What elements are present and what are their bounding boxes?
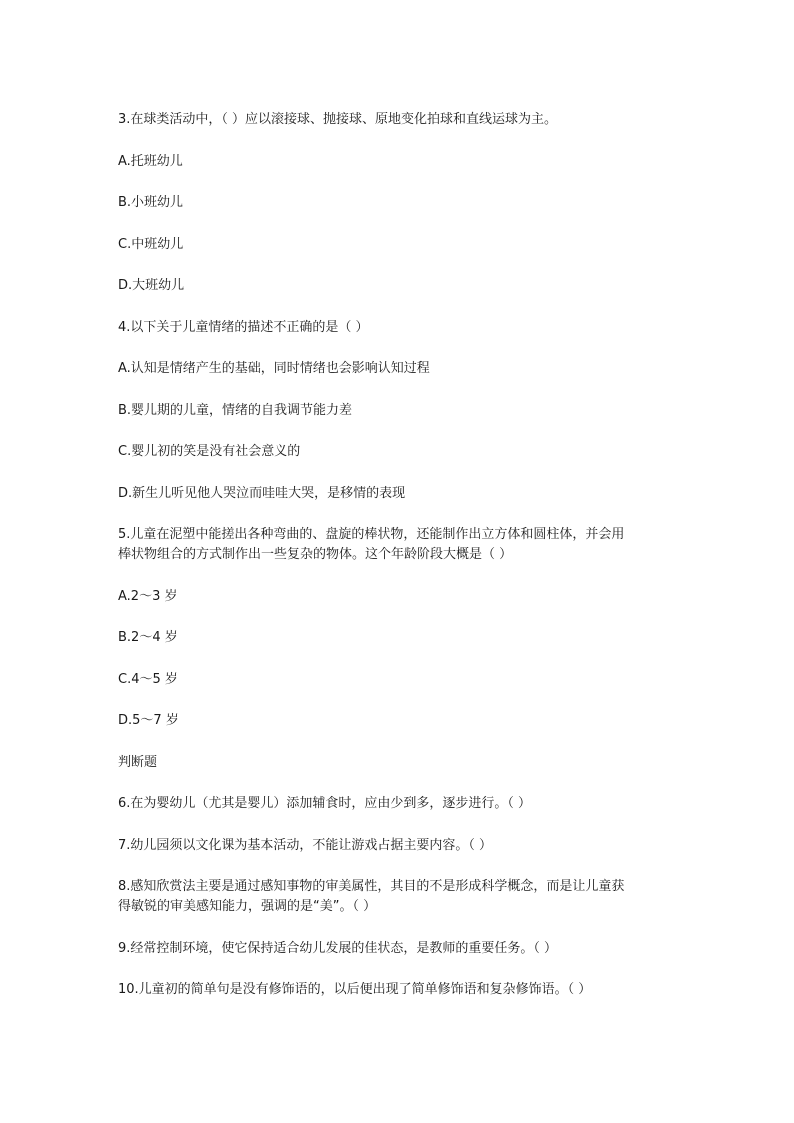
judgment-6: 6.在为婴幼儿（尤其是婴儿）添加辅食时，应由少到多，逐步进行。（ ）: [118, 796, 532, 811]
section-title: 判断题: [118, 754, 158, 770]
question-4-option-d: D.新生儿听见他人哭泣而哇哇大哭，是移情的表现: [118, 485, 406, 501]
question-3-option-a: A.托班幼儿: [118, 153, 183, 169]
question-4-option-b: B.婴儿期的儿童，情绪的自我调节能力差: [118, 402, 353, 418]
question-4-stem: 4.以下关于儿童情绪的描述不正确的是（ ）: [118, 319, 369, 335]
question-3-option-b: B.小班幼儿: [118, 195, 184, 210]
question-5-stem-line-1: 5.儿童在泥塑中能搓出各种弯曲的、盘旋的棒状物，还能制作出立方体和圆柱体，并会用: [118, 527, 625, 542]
question-4-option-c: C.婴儿初的笑是没有社会意义的: [118, 444, 301, 459]
question-3-option-c: C.中班幼儿: [118, 236, 184, 252]
question-5-option-c: C.4～5 岁: [118, 671, 178, 687]
judgment-8-line-2: 得敏锐的审美感知能力，强调的是“美”。（ ）: [118, 899, 377, 914]
question-5-stem-line-2: 棒状物组合的方式制作出一些复杂的物体。这个年龄阶段大概是（ ）: [118, 547, 513, 562]
question-3-option-d: D.大班幼儿: [118, 278, 185, 293]
judgment-8-line-1: 8.感知欣赏法主要是通过感知事物的审美属性，其目的不是形成科学概念，而是让儿童获: [118, 879, 625, 894]
question-5-option-d: D.5～7 岁: [118, 713, 179, 728]
judgment-9: 9.经常控制环境，使它保持适合幼儿发展的佳状态，是教师的重要任务。（ ）: [118, 940, 558, 956]
judgment-10: 10.儿童初的简单句是没有修饰语的，以后便出现了简单修饰语和复杂修饰语。（ ）: [118, 982, 592, 997]
question-3-stem: 3.在球类活动中，（ ）应以滚接球、抛接球、原地变化拍球和直线运球为主。: [118, 112, 558, 127]
question-5-option-b: B.2～4 岁: [118, 630, 178, 645]
question-5-option-a: A.2～3 岁: [118, 588, 178, 604]
document-page: [118, 110, 678, 1000]
judgment-7: 7.幼儿园须以文化课为基本活动，不能让游戏占据主要内容。（ ）: [118, 837, 493, 853]
question-4-option-a: A.认知是情绪产生的基础，同时情绪也会影响认知过程: [118, 361, 430, 376]
